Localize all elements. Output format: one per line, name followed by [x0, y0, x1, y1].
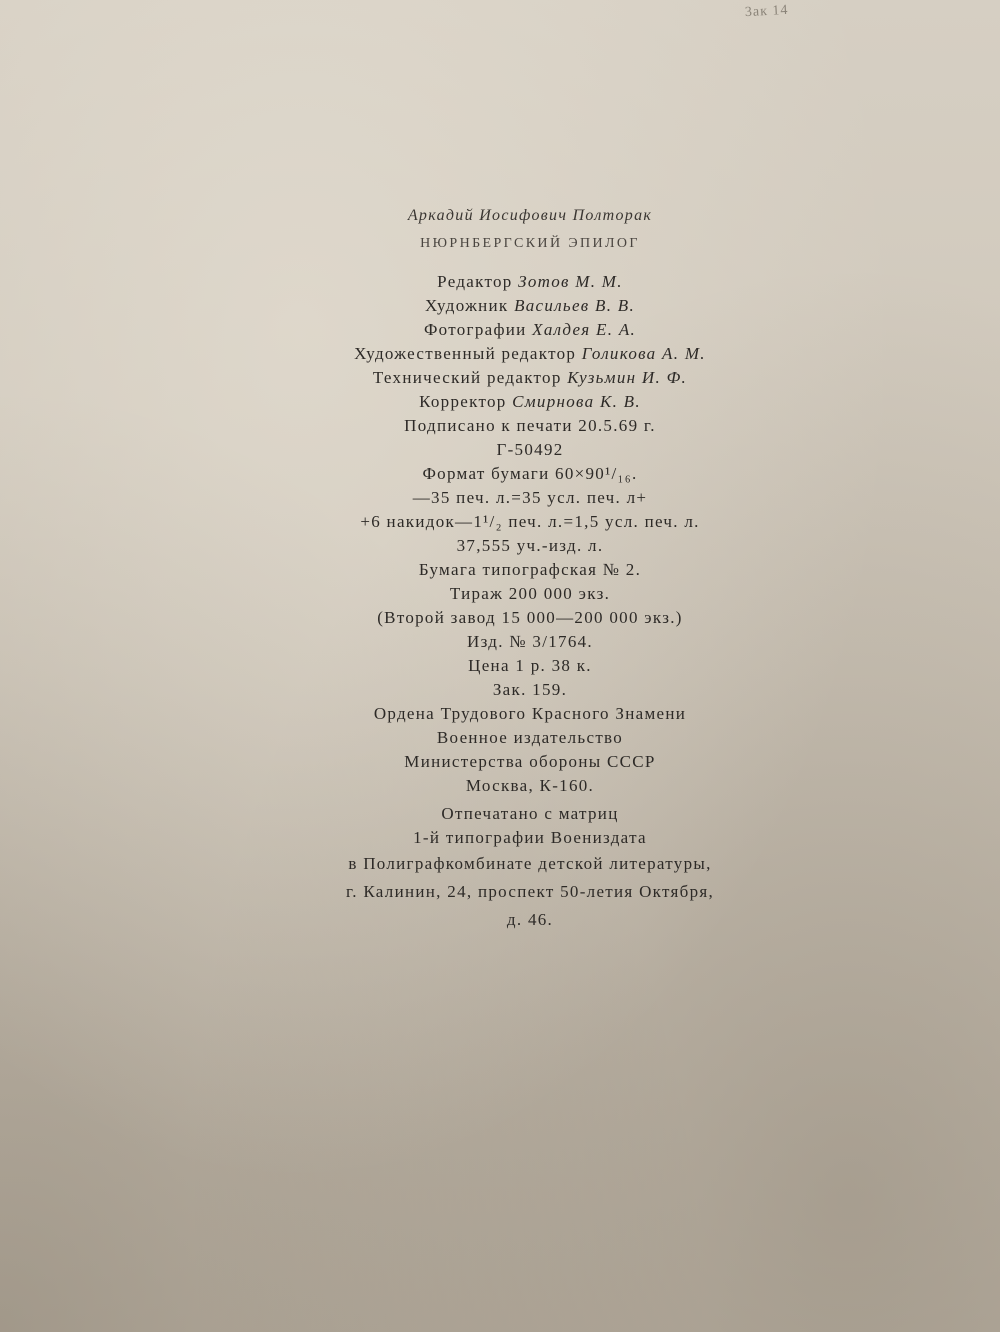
print-run: Тираж 200 000 экз. — [449, 584, 611, 603]
signed-to-print: Подписано к печати 20.5.69 г. — [404, 416, 656, 435]
credit-person: Кузьмин И. Ф. — [567, 368, 688, 387]
credit-person: Смирнова К. В. — [512, 392, 641, 411]
printer-line-1: Отпечатано с матриц — [441, 804, 619, 823]
credit-proofreader — [300, 390, 760, 414]
price: Цена 1 р. 38 к. — [468, 656, 592, 675]
printer-address: г. Калинин, 24, проспект 50-летия Октября, — [345, 882, 715, 901]
credit-tech-editor — [300, 366, 760, 390]
publisher-sheets: 37,555 уч.-изд. л. — [456, 536, 604, 555]
publisher-line-3: Министерства обороны СССР — [404, 752, 656, 771]
book-title: НЮРНБЕРГСКИЙ ЭПИЛОГ — [420, 236, 640, 251]
printer-line-3: в Полиграфкомбинате детской литературы, — [348, 854, 712, 873]
printer-line-2: 1-й типографии Воениздата — [413, 828, 647, 847]
credit-role: Технический редактор — [372, 368, 562, 387]
credit-role: Фотографии — [423, 320, 527, 339]
censor-code: Г-50492 — [496, 440, 564, 459]
publisher-line-1: Ордена Трудового Красного Знамени — [373, 704, 687, 723]
paper-type: Бумага типографская № 2. — [418, 560, 642, 579]
credit-editor — [300, 270, 760, 294]
second-run: (Второй завод 15 000—200 000 экз.) — [377, 608, 683, 627]
credit-person: Васильев В. В. — [514, 296, 636, 315]
credit-photos — [300, 318, 760, 342]
publisher-city: Москва, К-160. — [465, 776, 595, 795]
insert-sheets: +6 накидок—1¹/₂ печ. л.=1,5 усл. печ. л. — [360, 512, 700, 531]
credit-role: Художественный редактор — [354, 344, 577, 363]
edition-number: Изд. № 3/1764. — [467, 632, 593, 651]
order-number: Зак. 159. — [492, 680, 568, 699]
printer-house: д. 46. — [506, 910, 554, 929]
credit-artist — [300, 294, 760, 318]
credit-role: Редактор — [437, 272, 513, 291]
credit-person: Зотов М. М. — [518, 272, 623, 291]
author-name: Аркадий Иосифович Полторак — [407, 207, 653, 224]
paper-format: Формат бумаги 60×90¹/₁₆. — [422, 464, 638, 483]
publisher-line-2: Военное издательство — [436, 728, 624, 747]
credit-role: Корректор — [419, 392, 507, 411]
credit-person: Халдея Е. А. — [532, 320, 637, 339]
corner-pencil-mark: 3ак 14 — [744, 2, 789, 21]
credit-role: Художник — [424, 296, 509, 315]
credit-person: Голикова А. М. — [581, 344, 706, 363]
print-sheets: —35 печ. л.=35 усл. печ. л+ — [412, 488, 648, 507]
credit-art-editor — [300, 342, 760, 366]
